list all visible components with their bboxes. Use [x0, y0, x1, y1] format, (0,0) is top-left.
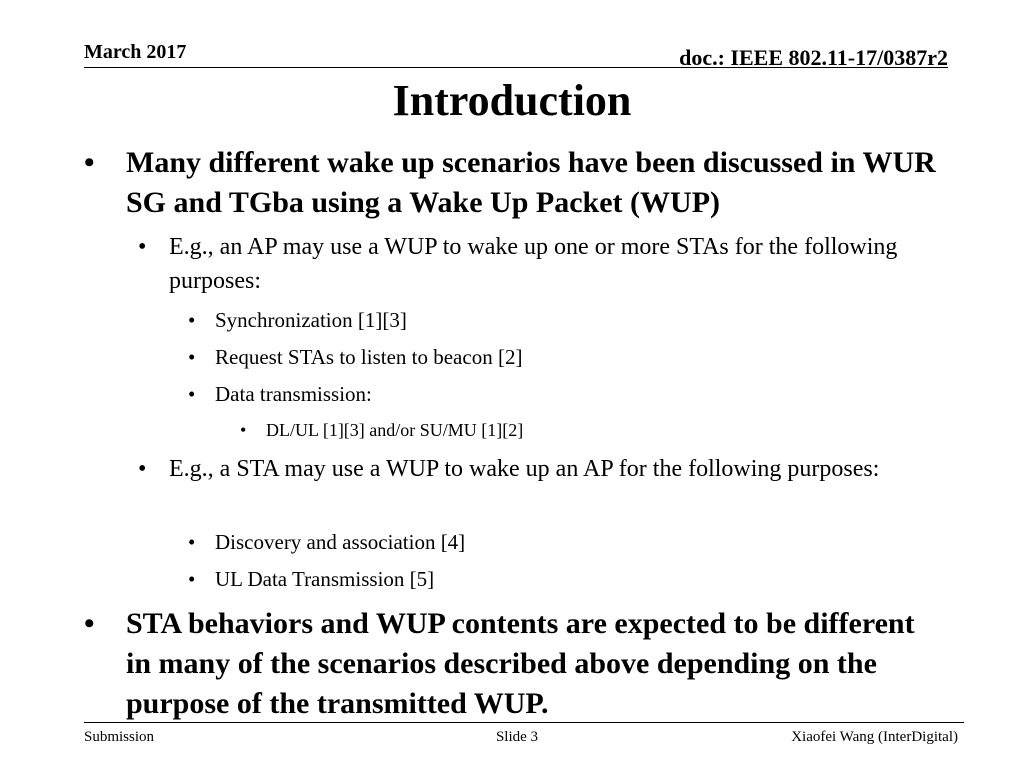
bullet-dot-icon: • — [188, 308, 196, 332]
bullet-dot-icon: • — [188, 382, 196, 406]
bullet-item — [188, 565, 928, 593]
header-date: March 2017 — [84, 41, 187, 63]
bullet-item — [188, 528, 928, 556]
bullet-item — [84, 143, 944, 223]
bullet-dot-icon: • — [138, 234, 147, 260]
bullet-text: UL Data Transmission [5] — [215, 567, 435, 591]
bullet-text: E.g., an AP may use a WUP to wake up one or more STAs for the following purposes: — [169, 234, 898, 294]
header-divider — [84, 67, 948, 68]
footer-slide-number: Slide 3 — [495, 729, 539, 745]
bullet-item — [188, 343, 928, 371]
bullet-text: Synchronization [1][3] — [215, 308, 407, 332]
bullet-item — [84, 604, 944, 724]
header-document-id: doc.: IEEE 802.11-17/0387r2 — [679, 45, 948, 70]
bullet-dot-icon: • — [84, 146, 95, 179]
bullet-dot-icon: • — [188, 567, 196, 591]
bullet-text: Data transmission: — [215, 382, 372, 406]
footer-divider — [84, 722, 964, 723]
bullet-item — [138, 230, 938, 298]
bullet-dot-icon: • — [240, 420, 247, 440]
bullet-item — [188, 306, 928, 334]
bullet-dot-icon: • — [188, 530, 196, 554]
bullet-text: E.g., a STA may use a WUP to wake up an AP for the following purposes: — [169, 456, 880, 482]
bullet-dot-icon: • — [84, 607, 95, 640]
bullet-dot-icon: • — [188, 345, 196, 369]
bullet-text: Discovery and association [4] — [215, 530, 466, 554]
footer-submission: Submission — [84, 729, 155, 745]
bullet-item — [240, 418, 940, 442]
bullet-text: Request STAs to listen to beacon [2] — [215, 345, 523, 369]
bullet-dot-icon: • — [138, 456, 147, 482]
bullet-text: STA behaviors and WUP contents are expected to be different in many of the scenarios described above depending on the purpose of the transmitted WUP. — [126, 607, 915, 720]
bullet-text: DL/UL [1][3] and/or SU/MU [1][2] — [266, 420, 524, 440]
footer-author: Xiaofei Wang (InterDigital) — [791, 729, 958, 745]
bullet-item — [188, 380, 928, 408]
slide-title: Introduction — [392, 76, 632, 125]
bullet-text: Many different wake up scenarios have been discussed in WUR SG and TGba using a Wake Up Packet (WUP) — [126, 146, 936, 219]
bullet-item — [138, 452, 938, 486]
